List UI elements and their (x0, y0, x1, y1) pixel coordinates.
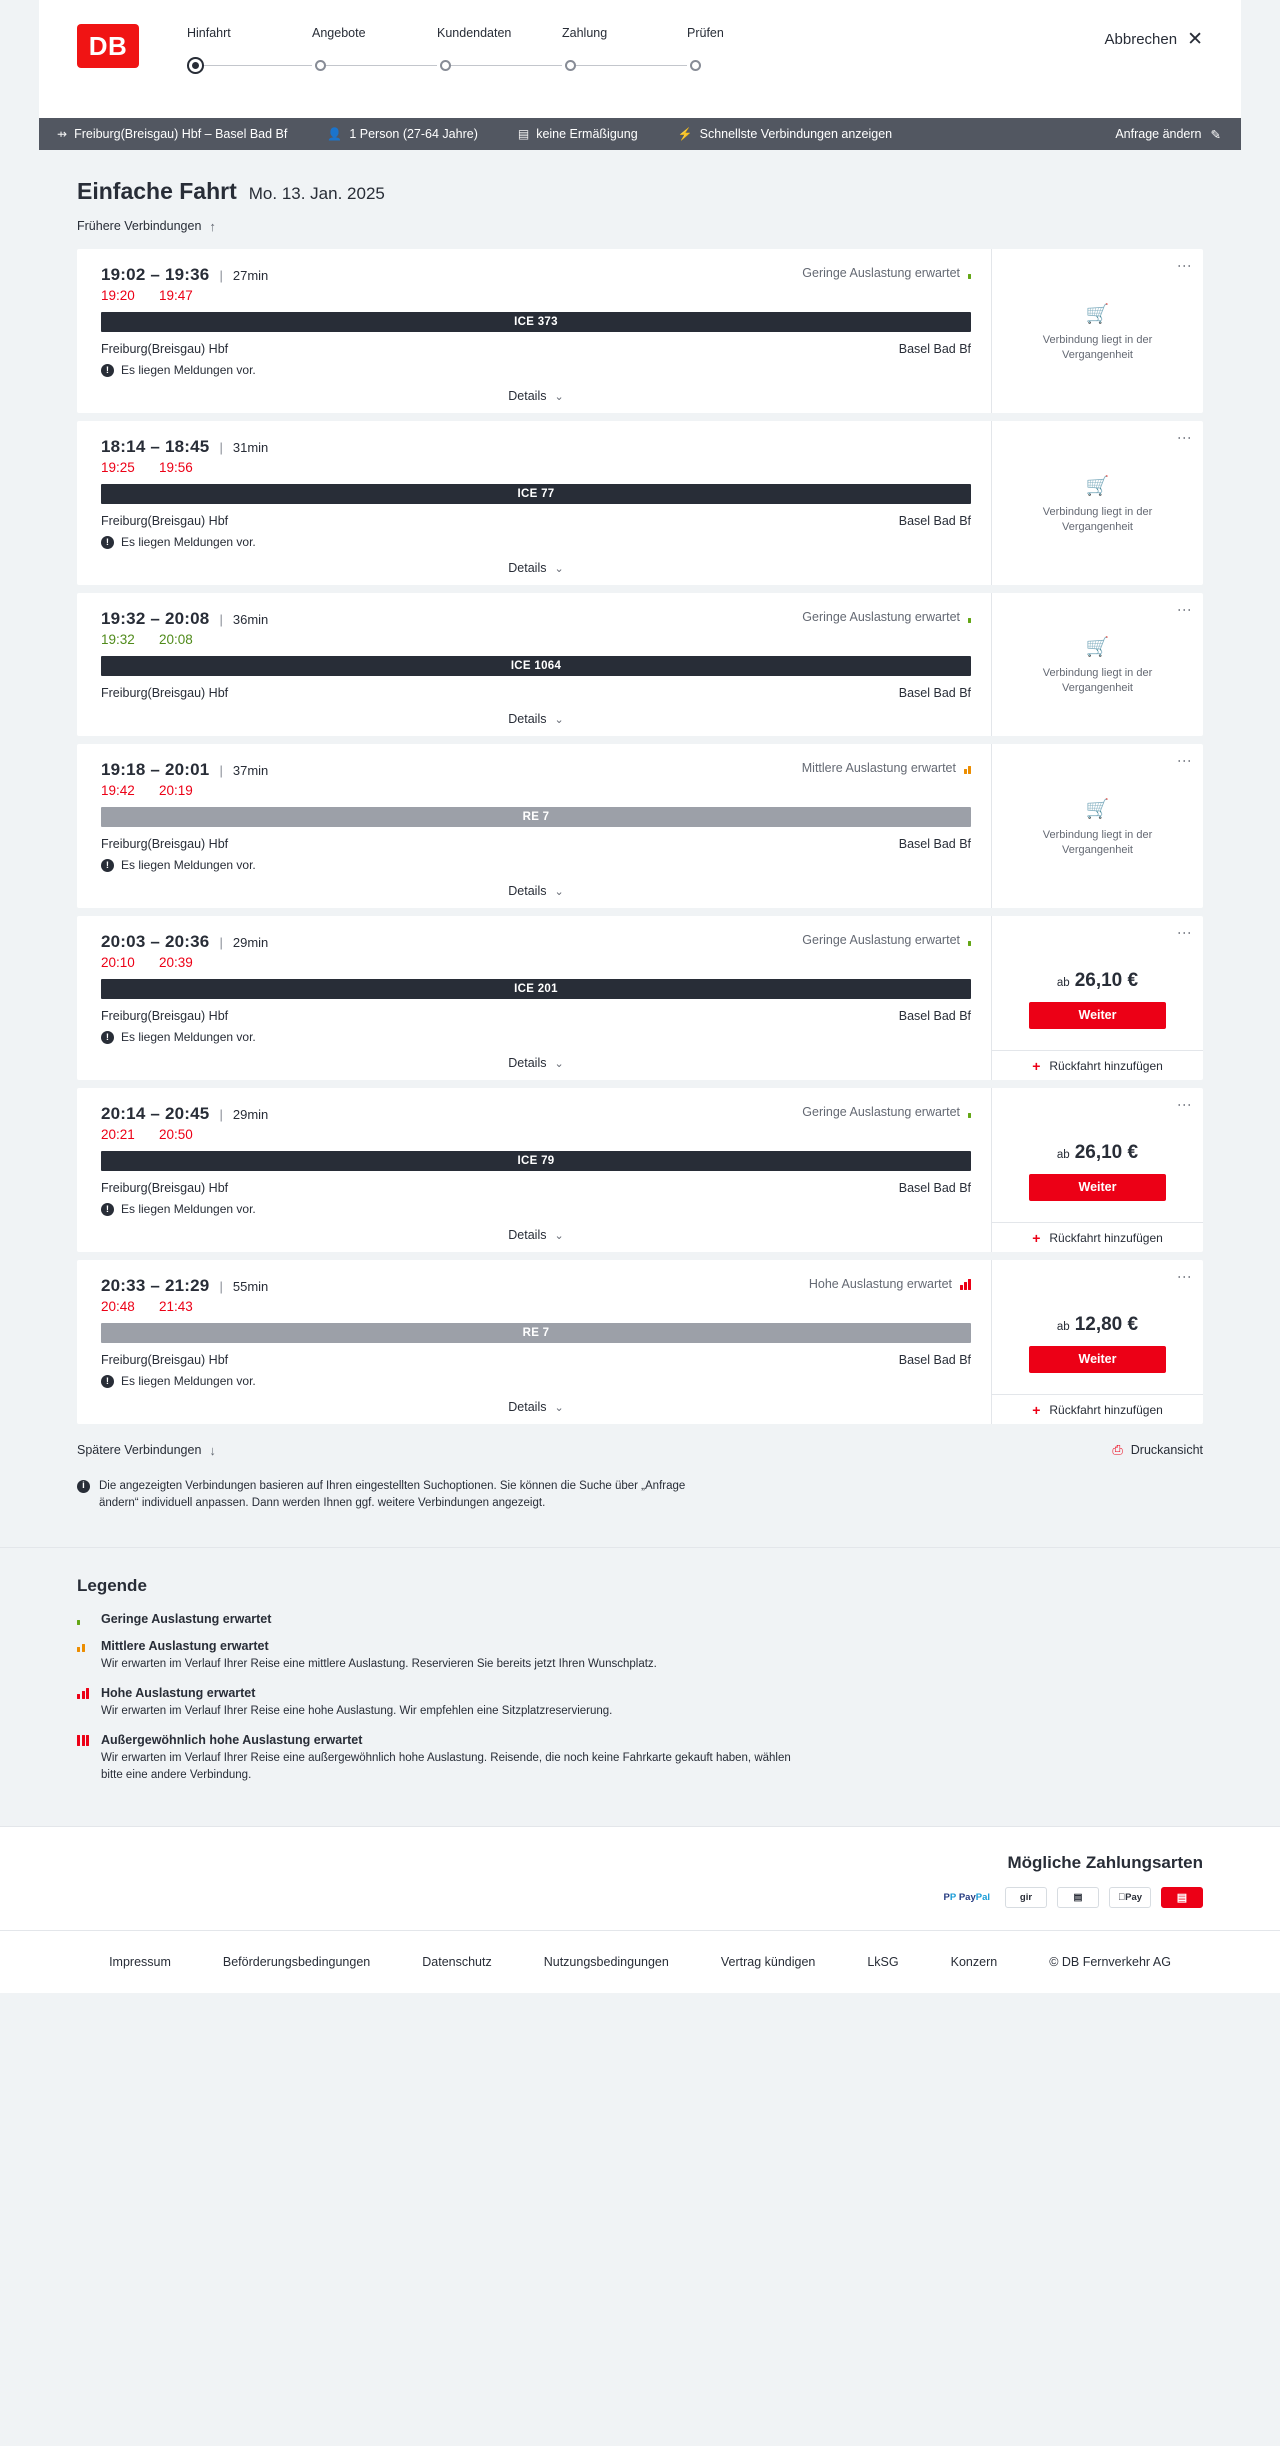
utilization-label: Mittlere Auslastung erwartet (801, 761, 956, 775)
add-return-trip-button[interactable] (992, 1222, 1203, 1253)
legend-items (77, 1612, 1203, 1785)
summary-route-label: Freiburg(Breisgau) Hbf – Basel Bad Bf (74, 127, 288, 141)
details-toggle[interactable] (101, 884, 971, 898)
utilization-label: Geringe Auslastung erwartet (802, 610, 960, 624)
connection-details (77, 421, 991, 585)
actual-arrival: 21:43 (159, 1299, 193, 1314)
connection-details (77, 1260, 991, 1424)
train-bar[interactable]: ICE 201 (101, 979, 971, 999)
alert-icon: ! (101, 859, 114, 872)
connection-details (77, 916, 991, 1080)
step-label: Prüfen (687, 26, 724, 40)
search-summary-bar (39, 118, 1241, 150)
connection-card[interactable] (77, 916, 1203, 1080)
cart-disabled-icon: 🛒 (1085, 475, 1110, 497)
separator: | (219, 1107, 223, 1122)
actual-times (101, 288, 971, 303)
details-toggle[interactable] (101, 1056, 971, 1070)
step-indicator (562, 58, 687, 84)
plus-icon: + (1032, 1402, 1041, 1418)
actual-times (101, 1299, 971, 1314)
utilization-bars-icon (968, 935, 971, 946)
footer-link[interactable]: Beförderungsbedingungen (222, 1954, 371, 1969)
legend-item (77, 1686, 1203, 1720)
step-indicator (437, 58, 562, 84)
station-row (101, 342, 971, 356)
connection-details (77, 593, 991, 736)
person-icon: 👤 (327, 127, 343, 141)
origin-station: Freiburg(Breisgau) Hbf (101, 342, 229, 356)
actual-arrival: 20:39 (159, 955, 193, 970)
duration-label: 29min (232, 935, 269, 950)
utilization-bars-icon (77, 1687, 92, 1699)
connection-offer (991, 249, 1203, 413)
duration-label: 36min (232, 612, 269, 627)
price-value: 26,10 € (1074, 1141, 1139, 1163)
utilization-label: Geringe Auslastung erwartet (802, 933, 960, 947)
continue-button[interactable]: Weiter (1029, 1346, 1166, 1373)
continue-button[interactable]: Weiter (1029, 1002, 1166, 1029)
footer-link[interactable]: Datenschutz (422, 1954, 492, 1969)
destination-station: Basel Bad Bf (898, 514, 971, 528)
info-icon: i (77, 1480, 90, 1493)
footer-link[interactable]: © DB Fernverkehr AG (1049, 1954, 1171, 1969)
utilization-indicator (802, 610, 971, 624)
scheduled-time: 19:02 – 19:36 (101, 265, 210, 284)
train-bar[interactable]: RE 7 (101, 1323, 971, 1343)
separator: | (219, 440, 223, 455)
connection-card[interactable] (77, 593, 1203, 736)
destination-station: Basel Bad Bf (898, 1181, 971, 1195)
db-logo[interactable]: DB (77, 24, 139, 68)
payment-inner (39, 1827, 1241, 1930)
disruption-message (101, 363, 971, 377)
details-label: Details (508, 1056, 547, 1070)
actual-times (101, 783, 971, 798)
origin-station: Freiburg(Breisgau) Hbf (101, 1181, 229, 1195)
duration-label: 29min (232, 1107, 269, 1122)
price-row (1057, 1142, 1138, 1164)
destination-station: Basel Bad Bf (898, 686, 971, 700)
chevron-down-icon: ⌄ (554, 885, 564, 898)
duration-label: 31min (232, 440, 269, 455)
summary-discount-label: keine Ermäßigung (536, 127, 638, 141)
more-options-button[interactable]: ⋮ (1177, 431, 1193, 445)
details-label: Details (508, 1400, 547, 1414)
giropay-icon: gir (1005, 1887, 1047, 1908)
connection-card[interactable] (77, 744, 1203, 908)
train-bar[interactable]: ICE 77 (101, 484, 971, 504)
connection-details (77, 1088, 991, 1252)
disruption-message-label: Es liegen Meldungen vor. (121, 1374, 256, 1388)
step-dot-icon (565, 60, 576, 71)
disruption-message (101, 858, 971, 872)
disruption-message-label: Es liegen Meldungen vor. (121, 363, 256, 377)
origin-station: Freiburg(Breisgau) Hbf (101, 1353, 229, 1367)
actual-arrival: 20:50 (159, 1127, 193, 1142)
payment-title: Mögliche Zahlungsarten (1007, 1852, 1203, 1872)
destination-station: Basel Bad Bf (898, 1353, 971, 1367)
actual-departure: 20:10 (101, 955, 135, 970)
past-connection-note: Verbindung liegt in der Vergangenheit (1042, 505, 1153, 533)
utilization-indicator (802, 266, 971, 280)
chevron-down-icon: ⌄ (554, 713, 564, 726)
past-connection-note: Verbindung liegt in der Vergangenheit (1042, 667, 1153, 694)
more-options-button[interactable]: ⋮ (1177, 1270, 1193, 1284)
search-info-note (39, 1458, 759, 1539)
credit-card-icon: ▤ (1161, 1887, 1203, 1908)
details-toggle[interactable] (101, 1228, 971, 1242)
legend-section (0, 1547, 1280, 1826)
disruption-message (101, 1030, 971, 1044)
details-label: Details (508, 561, 547, 575)
legend-item-head (77, 1612, 1203, 1626)
edit-search-label: Anfrage ändern (1115, 127, 1202, 141)
app-header (39, 0, 1241, 118)
payment-section (0, 1826, 1280, 1930)
legend-item (77, 1612, 1203, 1626)
print-view-label: Druckansicht (1130, 1443, 1203, 1457)
add-return-trip-label: Rückfahrt hinzufügen (1049, 1403, 1163, 1417)
duration-label: 37min (232, 763, 269, 778)
chevron-down-icon: ⌄ (554, 562, 564, 575)
separator: | (219, 763, 223, 778)
origin-station: Freiburg(Breisgau) Hbf (101, 514, 229, 528)
duration-label: 27min (232, 268, 269, 283)
earlier-connections-button[interactable] (77, 219, 216, 234)
legend-title: Legende (77, 1575, 147, 1595)
disruption-message-label: Es liegen Meldungen vor. (121, 1030, 256, 1044)
connection-offer (991, 421, 1203, 585)
printer-icon: ⎙ (1112, 1442, 1123, 1457)
details-label: Details (508, 712, 547, 726)
legend-item-label: Außergewöhnlich hohe Auslastung erwartet (101, 1733, 363, 1747)
step-label: Kundendaten (437, 26, 512, 40)
step-indicator (312, 58, 437, 84)
add-return-trip-label: Rückfahrt hinzufügen (1049, 1059, 1163, 1073)
utilization-bars-icon (77, 1640, 92, 1652)
step-prüfen[interactable] (687, 26, 812, 84)
separator: | (219, 935, 223, 950)
connection-card[interactable] (77, 1260, 1203, 1424)
utilization-bars-icon (960, 1279, 971, 1290)
price-row (1057, 1314, 1138, 1336)
arrow-up-icon: ↑ (209, 218, 216, 234)
more-options-button[interactable]: ⋮ (1177, 754, 1193, 768)
connection-offer (991, 744, 1203, 908)
scheduled-time: 20:33 – 21:29 (101, 1276, 210, 1295)
legend-item-head (77, 1733, 1203, 1747)
origin-station: Freiburg(Breisgau) Hbf (101, 1009, 229, 1023)
details-label: Details (508, 389, 547, 403)
scheduled-time: 18:14 – 18:45 (101, 437, 210, 456)
step-zahlung[interactable] (562, 26, 687, 84)
actual-times (101, 632, 971, 647)
station-row (101, 686, 971, 700)
legend-item (77, 1733, 1203, 1785)
later-connections-button[interactable] (77, 1443, 216, 1458)
disruption-message (101, 535, 971, 549)
legend-item-head (77, 1639, 1203, 1653)
destination-station: Basel Bad Bf (898, 837, 971, 851)
plus-icon: + (1032, 1230, 1041, 1246)
scheduled-time: 19:32 – 20:08 (101, 609, 210, 628)
utilization-indicator (802, 1105, 971, 1119)
step-dot-icon (440, 60, 451, 71)
separator: | (219, 268, 223, 283)
cart-disabled-icon: 🛒 (1085, 637, 1110, 659)
footer-link[interactable]: Nutzungsbedingungen (543, 1954, 669, 1969)
step-indicator (187, 58, 312, 84)
utilization-indicator (802, 933, 971, 947)
step-hinfahrt[interactable] (187, 26, 312, 84)
footer-links (39, 1931, 1241, 1993)
alert-icon: ! (101, 364, 114, 377)
step-kundendaten[interactable] (437, 26, 562, 84)
later-connections-row (39, 1432, 1241, 1458)
cancel-label: Abbrechen (1104, 31, 1178, 48)
step-line (320, 65, 437, 66)
continue-button[interactable]: Weiter (1029, 1174, 1166, 1201)
connection-offer (991, 1260, 1203, 1424)
actual-arrival: 19:56 (159, 460, 193, 475)
price-value: 26,10 € (1074, 969, 1139, 991)
past-connection-note: Verbindung liegt in der Vergangenheit (1042, 333, 1153, 361)
connection-details (77, 744, 991, 908)
origin-station: Freiburg(Breisgau) Hbf (101, 837, 229, 851)
actual-arrival: 19:47 (159, 288, 193, 303)
utilization-indicator (802, 761, 971, 775)
disruption-message (101, 1374, 971, 1388)
actual-times (101, 955, 971, 970)
more-options-button[interactable]: ⋮ (1177, 603, 1193, 617)
price-row (1057, 970, 1138, 992)
details-label: Details (508, 884, 547, 898)
connection-offer (991, 593, 1203, 736)
destination-station: Basel Bad Bf (898, 1009, 971, 1023)
legend-item-description: Wir erwarten im Verlauf Ihrer Reise eine hohe Auslastung. Wir empfehlen eine Sitzplatzreservierung. (101, 1704, 613, 1717)
scheduled-time: 20:03 – 20:36 (101, 932, 210, 951)
scheduled-time: 20:14 – 20:45 (101, 1104, 210, 1123)
step-dot-icon (192, 62, 199, 69)
step-line (570, 65, 687, 66)
utilization-label: Geringe Auslastung erwartet (802, 266, 960, 280)
footer-link[interactable]: LkSG (867, 1954, 899, 1969)
origin-station: Freiburg(Breisgau) Hbf (101, 686, 229, 700)
disruption-message-label: Es liegen Meldungen vor. (121, 858, 256, 872)
cart-disabled-icon: 🛒 (1085, 798, 1110, 820)
details-toggle[interactable] (101, 389, 971, 403)
train-bar[interactable]: ICE 79 (101, 1151, 971, 1171)
scheduled-time: 19:18 – 20:01 (101, 760, 210, 779)
utilization-label: Geringe Auslastung erwartet (802, 1105, 960, 1119)
station-row (101, 837, 971, 851)
plus-icon: + (1032, 1058, 1041, 1074)
price-prefix: ab (1056, 1148, 1070, 1161)
more-options-button[interactable]: ⋮ (1177, 1098, 1193, 1112)
step-label: Hinfahrt (187, 26, 231, 40)
checkout-stepper (187, 26, 812, 84)
chevron-down-icon: ⌄ (554, 1401, 564, 1414)
station-row (101, 514, 971, 528)
step-label: Angebote (312, 26, 366, 40)
legend-item-label: Mittlere Auslastung erwartet (101, 1638, 269, 1653)
later-connections-label: Spätere Verbindungen (77, 1443, 202, 1457)
connection-card[interactable] (77, 1088, 1203, 1252)
more-options-button[interactable]: ⋮ (1177, 926, 1193, 940)
apple-pay-icon: Pay (1109, 1887, 1151, 1908)
utilization-bars-icon (964, 763, 971, 774)
destination-station: Basel Bad Bf (898, 342, 971, 356)
time-row (101, 437, 971, 457)
disruption-message-label: Es liegen Meldungen vor. (121, 1202, 256, 1216)
alert-icon: ! (101, 1031, 114, 1044)
legend-item-label: Geringe Auslastung erwartet (101, 1611, 272, 1626)
price-prefix: ab (1056, 1320, 1070, 1333)
alert-icon: ! (101, 1203, 114, 1216)
cart-disabled-icon: 🛒 (1085, 303, 1110, 325)
duration-label: 55min (232, 1279, 269, 1294)
actual-departure: 19:25 (101, 460, 135, 475)
train-bar[interactable]: ICE 1064 (101, 656, 971, 676)
footer-link[interactable]: Konzern (950, 1954, 998, 1969)
step-line (195, 65, 312, 66)
arrow-down-icon: ↓ (209, 1442, 216, 1458)
connection-details (77, 249, 991, 413)
step-label: Zahlung (562, 26, 608, 40)
actual-arrival: 20:19 (159, 783, 193, 798)
legend-item-label: Hohe Auslastung erwartet (101, 1685, 256, 1700)
add-return-trip-button[interactable] (992, 1050, 1203, 1081)
lightning-icon: ⚡ (677, 127, 693, 141)
step-dot-icon (315, 60, 326, 71)
payment-icons (939, 1887, 1204, 1908)
summary-route (57, 127, 301, 141)
utilization-label: Hohe Auslastung erwartet (808, 1277, 952, 1291)
train-bar[interactable]: ICE 373 (101, 312, 971, 332)
station-row (101, 1181, 971, 1195)
summary-option-label: Schnellste Verbindungen anzeigen (699, 127, 893, 141)
actual-departure: 19:32 (101, 632, 135, 647)
summary-option (678, 127, 906, 141)
add-return-trip-button[interactable] (992, 1394, 1203, 1425)
chevron-down-icon: ⌄ (554, 1229, 564, 1242)
footer-link[interactable]: Impressum (109, 1954, 171, 1969)
summary-passengers-label: 1 Person (27-64 Jahre) (349, 127, 478, 141)
summary-discount (518, 127, 652, 141)
card-icon: ▤ (517, 127, 530, 141)
main-content (39, 150, 1241, 1547)
actual-departure: 19:42 (101, 783, 135, 798)
station-row (101, 1009, 971, 1023)
cancel-button[interactable] (1105, 30, 1203, 49)
add-return-trip-label: Rückfahrt hinzufügen (1049, 1231, 1163, 1245)
step-line (445, 65, 562, 66)
utilization-bars-icon (968, 612, 971, 623)
legend-item-description: Wir erwarten im Verlauf Ihrer Reise eine außergewöhnlich hohe Auslastung. Reisende, die noch keine Fahrkarte gekauft haben, wählen bitte eine andere Verbindung. (101, 1752, 791, 1782)
more-options-button[interactable]: ⋮ (1177, 259, 1193, 273)
print-view-button[interactable] (1112, 1442, 1203, 1458)
chevron-down-icon: ⌄ (554, 1057, 564, 1070)
page-title: Einfache Fahrt (77, 178, 237, 204)
actual-departure: 20:21 (101, 1127, 135, 1142)
edit-search-button[interactable] (1115, 127, 1229, 142)
details-toggle[interactable] (101, 712, 971, 726)
disruption-message (101, 1202, 971, 1216)
page-title-row (39, 150, 1241, 205)
separator: | (219, 1279, 223, 1294)
utilization-bars-icon (77, 1734, 92, 1746)
details-toggle[interactable] (101, 561, 971, 575)
details-label: Details (508, 1228, 547, 1242)
summary-passengers (327, 127, 492, 141)
legend-item-description: Wir erwarten im Verlauf Ihrer Reise eine mittlere Auslastung. Reservieren Sie bereits jetzt Ihren Wunschplatz. (101, 1657, 657, 1670)
header-wrapper (0, 0, 1280, 118)
search-info-text: Die angezeigten Verbindungen basieren auf Ihren eingestellten Suchoptionen. Sie können die Suche über „Anfrage ändern“ individuell anpassen. Dann werden Ihnen ggf. weitere Verbindungen angezeigt. (99, 1480, 686, 1510)
actual-arrival: 20:08 (159, 632, 193, 647)
connection-card[interactable] (77, 249, 1203, 413)
alert-icon: ! (101, 536, 114, 549)
footer-link[interactable]: Vertrag kündigen (720, 1954, 816, 1969)
earlier-connections-label: Frühere Verbindungen (77, 219, 202, 233)
disruption-message-label: Es liegen Meldungen vor. (121, 535, 256, 549)
utilization-bars-icon (968, 1107, 971, 1118)
legend-inner (39, 1576, 1241, 1785)
utilization-bars-icon (968, 268, 971, 279)
connection-offer (991, 916, 1203, 1080)
pencil-icon: ✎ (1210, 127, 1221, 142)
legend-item (77, 1639, 1203, 1673)
page-footer (0, 1930, 1280, 1993)
train-bar[interactable]: RE 7 (101, 807, 971, 827)
lastschrift-icon: ▤ (1057, 1887, 1099, 1908)
station-row (101, 1353, 971, 1367)
price-value: 12,80 € (1074, 1313, 1139, 1335)
legend-item-head (77, 1686, 1203, 1700)
earlier-connections-row (39, 205, 1241, 245)
price-prefix: ab (1056, 976, 1070, 989)
step-dot-icon (690, 60, 701, 71)
actual-departure: 20:48 (101, 1299, 135, 1314)
close-icon: ✕ (1187, 29, 1203, 50)
alert-icon: ! (101, 1375, 114, 1388)
actual-times (101, 1127, 971, 1142)
route-icon: ⇸ (57, 127, 68, 141)
actual-times (101, 460, 971, 475)
details-toggle[interactable] (101, 1400, 971, 1414)
utilization-bars-icon (77, 1613, 92, 1625)
step-angebote[interactable] (312, 26, 437, 84)
connection-card[interactable] (77, 421, 1203, 585)
utilization-indicator (809, 1277, 971, 1291)
connection-offer (991, 1088, 1203, 1252)
chevron-down-icon: ⌄ (554, 390, 564, 403)
actual-departure: 19:20 (101, 288, 135, 303)
travel-date: Mo. 13. Jan. 2025 (248, 184, 385, 203)
connection-list (39, 245, 1241, 1424)
separator: | (219, 612, 223, 627)
paypal-icon: P P Pay Pal (939, 1887, 996, 1908)
step-indicator (687, 58, 812, 84)
past-connection-note: Verbindung liegt in der Vergangenheit (1042, 828, 1153, 856)
